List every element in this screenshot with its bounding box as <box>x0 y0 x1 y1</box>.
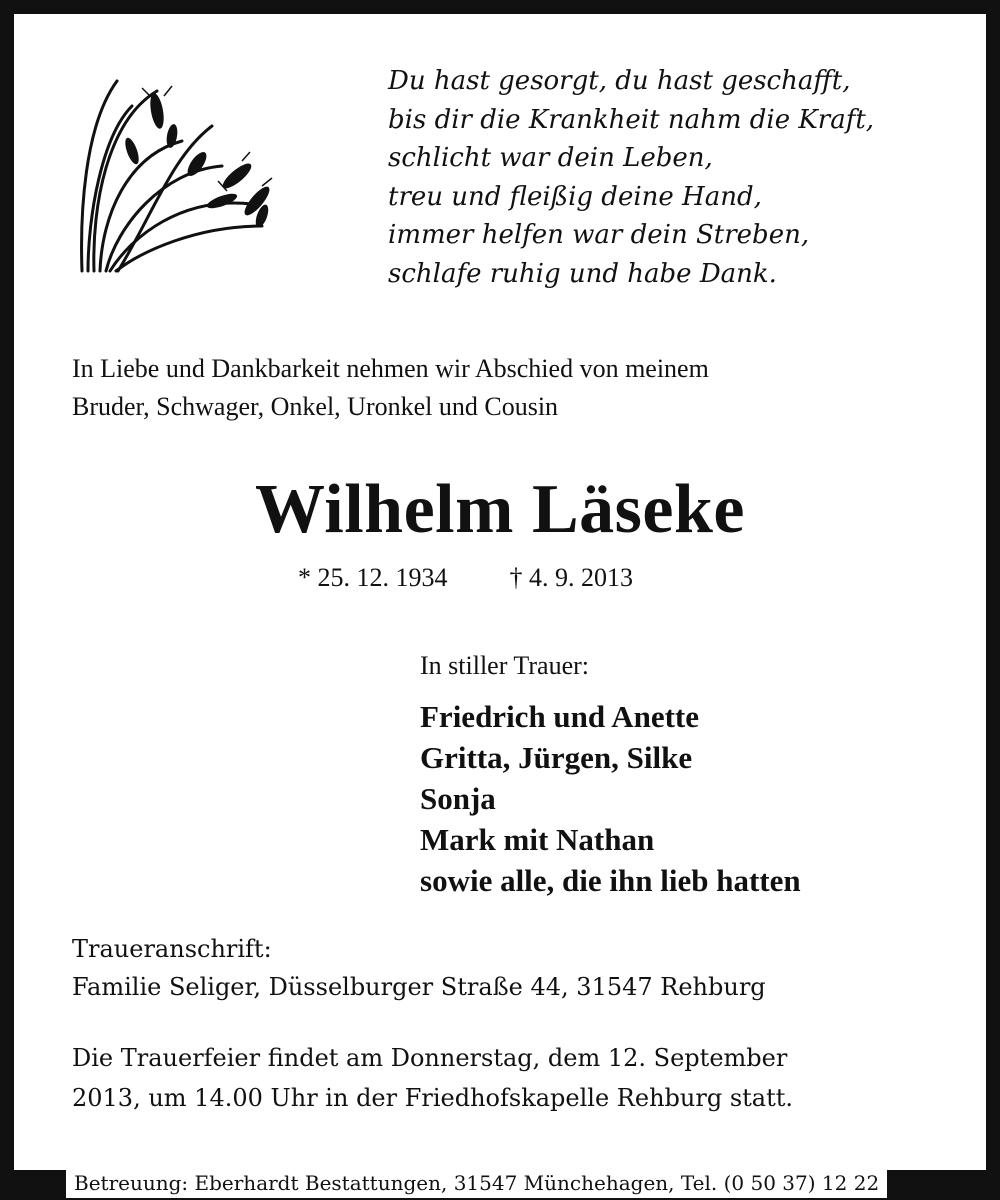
poem-line: treu und fleißig deine Hand, <box>388 181 762 212</box>
undertaker-footer: Betreuung: Eberhardt Bestattungen, 31547 Münchehagen, Tel. (0 50 37) 12 22 <box>66 1168 887 1198</box>
intro-text <box>72 350 952 426</box>
address-label: Traueranschrift: <box>72 935 272 963</box>
poem-line: bis dir die Krankheit nahm die Kraft, <box>388 104 875 135</box>
service-line: Die Trauerfeier findet am Donnerstag, dem 12. September <box>72 1044 788 1072</box>
wheat-ears-icon <box>72 66 282 276</box>
poem-line: schlafe ruhig und habe Dank. <box>388 258 777 289</box>
mourner-name: Mark mit Nathan <box>420 822 655 857</box>
mourner-name: Sonja <box>420 781 496 816</box>
poem-line: Du hast gesorgt, du hast geschafft, <box>388 66 851 96</box>
funeral-service-info <box>72 1038 972 1118</box>
intro-line: Bruder, Schwager, Onkel, Uronkel und Cousin <box>72 392 559 421</box>
birth-date: * 25. 12. 1934 <box>298 563 448 592</box>
intro-line: In Liebe und Dankbarkeit nehmen wir Abschied von meinem <box>72 354 709 383</box>
service-line: 2013, um 14.00 Uhr in der Friedhofskapelle Rehburg statt. <box>72 1084 794 1112</box>
address-text: Familie Seliger, Düsselburger Straße 44, 31547 Rehburg <box>72 973 766 1001</box>
mourner-name: sowie alle, die ihn lieb hatten <box>420 863 801 898</box>
mourners-list <box>420 696 801 901</box>
memorial-poem <box>388 62 968 293</box>
deceased-name: Wilhelm Läseke <box>255 471 745 548</box>
death-date: † 4. 9. 2013 <box>509 563 633 592</box>
poem-line: immer helfen war dein Streben, <box>388 220 810 250</box>
mourner-name: Gritta, Jürgen, Silke <box>420 740 693 775</box>
mourning-label: In stiller Trauer: <box>420 651 589 680</box>
mourning-address <box>72 930 972 1006</box>
life-dates <box>298 560 633 596</box>
mourner-name: Friedrich und Anette <box>420 699 699 734</box>
poem-line: schlicht war dein Leben, <box>388 143 713 173</box>
